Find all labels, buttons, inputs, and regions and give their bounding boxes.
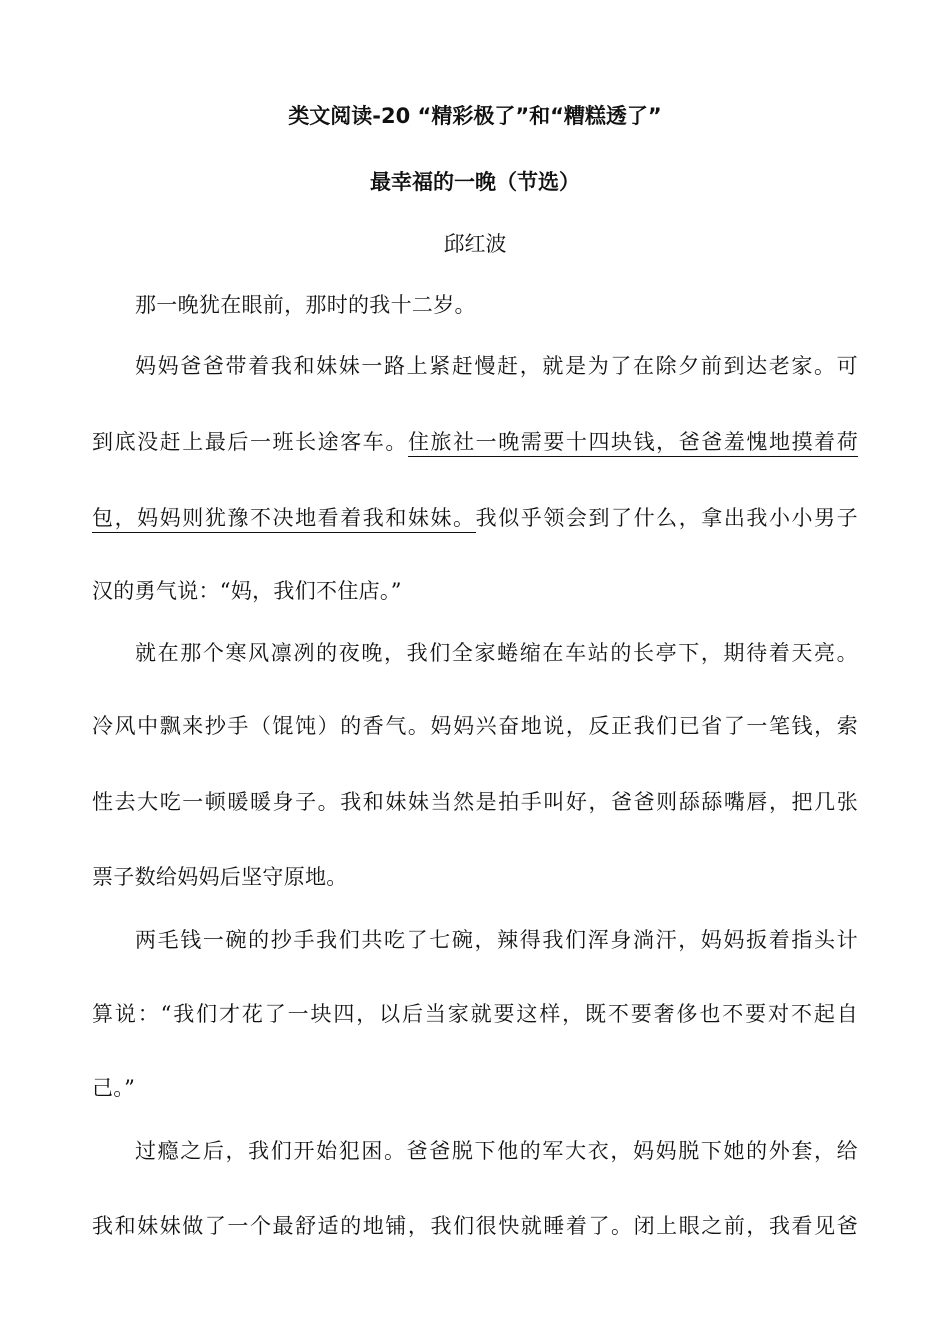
text-line: 算说：“我们才花了一块四，以后当家就要这样，既不要奢侈也不要对不起自 [92,1002,858,1026]
text-line: 汉的勇气说：“妈，我们不住店。” [92,579,402,603]
text-line: 冷风中飘来抄手（馄饨）的香气。妈妈兴奋地说，反正我们已省了一笔钱，索 [92,714,858,738]
text-line [92,503,858,533]
text-line: 就在那个寒风凛冽的夜晚，我们全家蜷缩在车站的长亭下，期待着天亮。 [135,641,858,665]
text-segment: 到底没赶上最后一班长途客车。 [92,430,408,454]
text-line: 那一晚犹在眼前，那时的我十二岁。 [135,293,476,317]
text-line: 过瘾之后，我们开始犯困。爸爸脱下他的军大衣，妈妈脱下她的外套，给 [135,1139,858,1163]
text-segment: 我似乎领会到了什么，拿出我小小男子 [475,506,858,530]
text-line: 性去大吃一顿暖暖身子。我和妹妹当然是拍手叫好，爸爸则舔舔嘴唇，把几张 [92,790,858,814]
article-title: 最幸福的一晚（节选） [370,170,580,194]
text-line: 票子数给妈妈后坚守原地。 [92,865,348,889]
text-line: 我和妹妹做了一个最舒适的地铺，我们很快就睡着了。闭上眼之前，我看见爸 [92,1214,858,1238]
text-line: 己。” [92,1076,136,1100]
text-line: 妈妈爸爸带着我和妹妹一路上紧赶慢赶，就是为了在除夕前到达老家。可 [135,354,858,378]
text-line [92,427,858,457]
author-name: 邱红波 [443,232,507,256]
underlined-text: 住旅社一晚需要十四块钱，爸爸羞愧地摸着荷 [408,430,858,457]
underlined-text: 包，妈妈则犹豫不决地看着我和妹妹。 [92,506,476,533]
section-title: 类文阅读-20 “精彩极了”和“糟糕透了” [288,104,662,128]
text-line: 两毛钱一碗的抄手我们共吃了七碗，辣得我们浑身淌汗，妈妈扳着指头计 [135,928,858,952]
